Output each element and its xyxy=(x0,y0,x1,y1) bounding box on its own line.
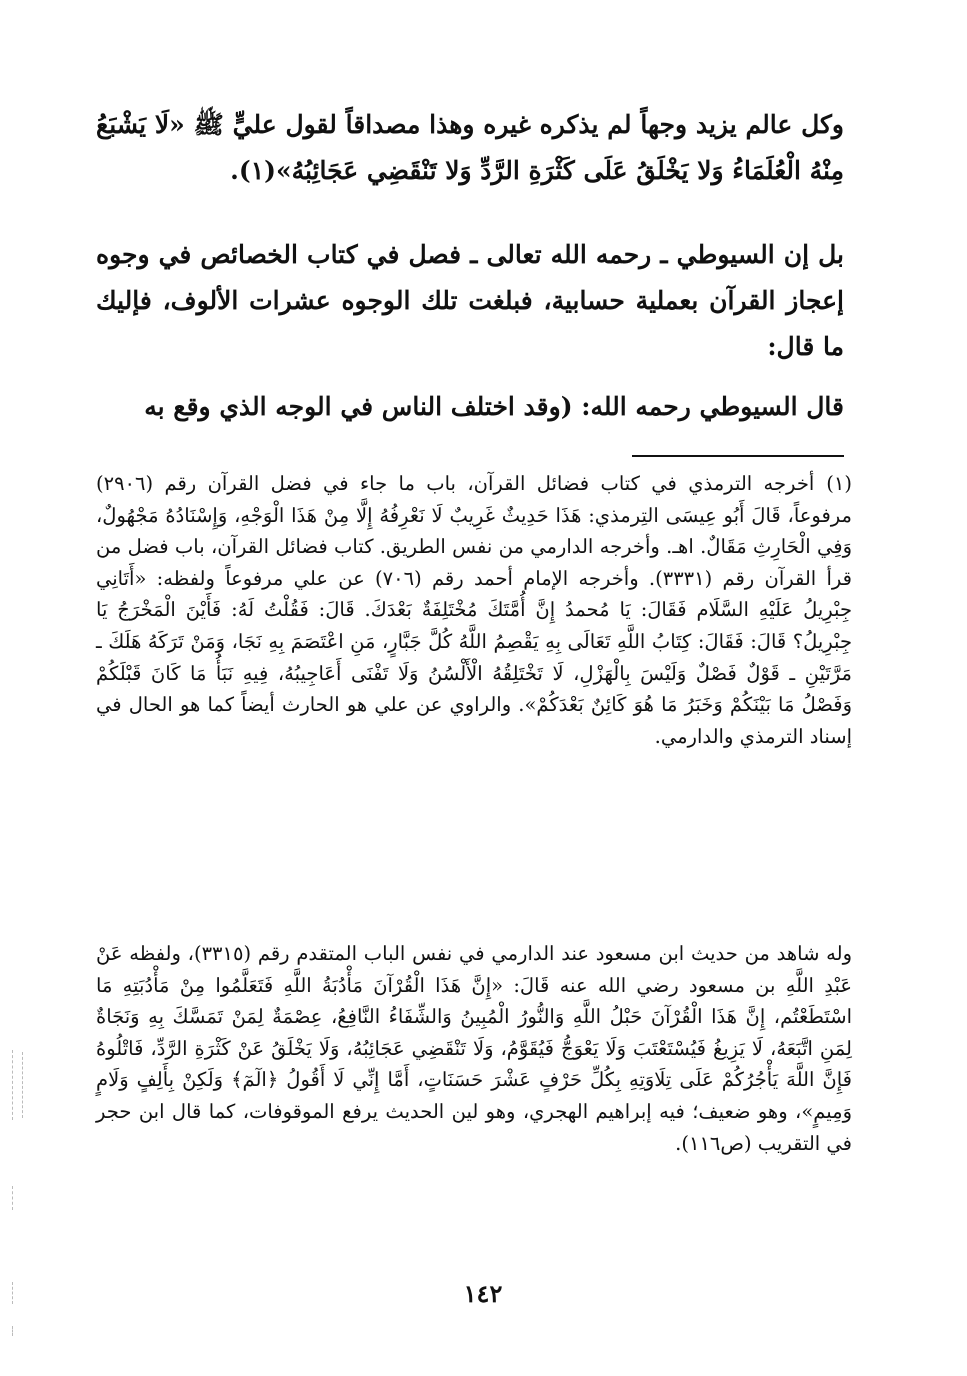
scan-margin-mark xyxy=(12,1186,13,1210)
scan-margin-mark xyxy=(12,1050,13,1120)
footnote-1-continuation: وله شاهد من حديث ابن مسعود عند الدارمي في نفس الباب المتقدم رقم (٣٣١٥)، ولفظه عَنْ عَبْدِ اللَّهِ بن مسعود رضي الله عنه قَالَ: «إِنَّ هَذَا الْقُرْآنَ مَأْدُبَةُ اللَّهِ فَتَعَلَّمُوا مِنْ مَأْدُبَتِهِ مَا اسْتَطَعْتُم، إِنَّ هَذَا الْقُرْآنَ حَبْلُ اللَّهِ وَالنُّورُ الْمُبِينُ وَالشِّفَاءُ النَّافِعُ، عِصْمَةٌ لِمَنْ تَمَسَّكَ بِهِ وَنَجَاةٌ لِمَنِ اتَّبَعَهُ، لَا يَزِيغُ فَيُسْتَعْتَبَ وَلَا يَعْوَجُّ فَيُقَوَّمُ، وَلَا تَنْقَضِي عَجَائِبُهُ، وَلَا يَخْلَقُ عَنْ كَثْرَةِ الرَّدِّ، فَاتْلُوهُ فَإِنَّ اللَّهَ يَأْجُرُكُمْ عَلَى تِلَاوَتِهِ بِكُلِّ حَرْفٍ عَشْرَ حَسَنَاتٍ، أَمَّا إِنِّي لَا أَقُولُ ﴿الٓمٓ﴾ وَلَكِنْ بِأَلِفٍ وَلَامٍ وَمِيمٍ»، وهو ضعيف؛ فيه إبراهيم الهجري، وهو لين الحديث يرفع الموقوفات، كما قال ابن حجر في التقريب (ص١١٦). xyxy=(96,942,852,1155)
body-paragraph-1: وكل عالم يزيد وجهاً لم يذكره غيره وهذا مصداقاً لقول عليٍّ ﷺ «لَا يَشْبَعُ مِنْهُ الْعُلَمَاءُ وَلا يَخْلَقُ عَلَى كَثْرَةِ الرَّدِّ وَلا تَنْقَضِي عَجَائِبُهُ»(١). xyxy=(96,110,844,185)
scan-margin-mark xyxy=(12,1326,13,1336)
footnote-1 xyxy=(96,468,852,752)
footnote-separator-rule xyxy=(632,455,844,457)
scan-margin-mark xyxy=(12,1282,13,1304)
body-paragraph-3: قال السيوطي رحمه الله: (وقد اختلف الناس في الوجه الذي وقع به xyxy=(144,392,844,421)
footnote-1-text: أخرجه الترمذي في كتاب فضائل القرآن، باب ما جاء في فضل القرآن رقم (٢٩٠٦) مرفوعاً، قَالَ أَبُو عِيسَى التِرمذي: هَذَا حَدِيثٌ غَرِيبٌ لَا نَعْرِفُهُ إِلَّا مِنْ هَذَا الْوَجْهِ، وَإِسْنَادُهُ مَجْهُولٌ، وَفِي الْحَارِثِ مَقَالٌ. اهـ. وأخرجه الدارمي من نفس الطريق. كتاب فضائل القرآن، باب فضل من قرأ القرآن رقم (٣٣٣١). وأخرجه الإمام أحمد رقم (٧٠٦) عن علي مرفوعاً ولفظه: «أَتَانِي جِبْرِيلُ عَلَيْهِ السَّلَام فَقَالَ: يَا مُحمدُ إِنَّ أُمَّتَكَ مُخْتَلِفَةٌ بَعْدَكَ. قَالَ: فَقُلْتُ لَهُ: فَأَيْنَ الْمَخْرَجُ يَا جِبْرِيلُ؟ قَالَ: فَقَالَ: كِتَابُ اللَّهِ تَعَالَى بِهِ يَقْصِمُ اللَّهُ كُلَّ جَبَّارٍ، مَنِ اعْتَصَمَ بِهِ نَجَا، وَمَنْ تَرَكَهُ هَلَكَ ـ مَرَّتَيْنِ ـ قَوْلٌ فَصْلٌ وَلَيْسَ بِالْهَزْلِ، لَا تَخْتَلِقُهُ الْأَلْسُنُ وَلَا تَفْنَى أَعَاجِيبُهُ، فِيهِ نَبَأُ مَا كَانَ قَبْلَكُمْ وَفَصْلُ مَا بَيْنَكُمْ وَخَبَرُ مَا هُوَ كَائِنٌ بَعْدَكُمْ». والراوي عن علي هو الحارث أيضاً كما هو الحال في إسناد الترمذي والدارمي. xyxy=(96,472,852,748)
scan-margin-mark xyxy=(22,1052,23,1118)
body-paragraph-2: بل إن السيوطي ـ رحمه الله تعالى ـ فصل في كتاب الخصائص في وجوه إعجاز القرآن بعملية حسابية، فبلغت تلك الوجوه عشرات الألوف، فإليك ما قال: xyxy=(96,240,844,361)
footnote-1-number: (١) xyxy=(826,472,852,495)
page-number: ١٤٢ xyxy=(463,1279,503,1308)
